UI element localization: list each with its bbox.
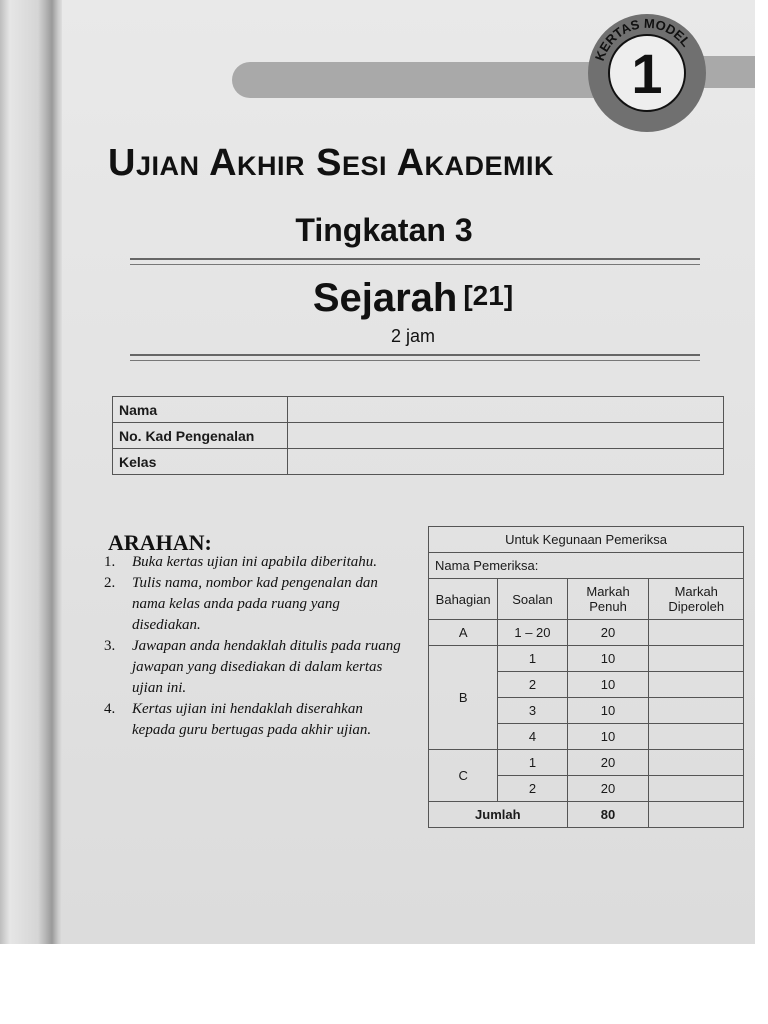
info-label-class: Kelas (113, 449, 288, 475)
badge-number: 1 (608, 34, 686, 112)
paper-number-badge (588, 14, 706, 132)
instruction-item (104, 636, 404, 699)
marks-obtained-cell[interactable] (649, 724, 744, 750)
instructions-list (104, 552, 404, 741)
section-a-label: A (429, 620, 498, 646)
question-cell: 4 (498, 724, 567, 750)
instruction-text: Buka kertas ujian ini apabila diberitahu. (132, 554, 377, 570)
question-cell: 1 (498, 750, 567, 776)
table-row (429, 646, 744, 672)
header-full-marks: Markah Penuh (567, 579, 649, 620)
instruction-item (104, 699, 404, 741)
instruction-text: Jawapan anda hendaklah ditulis pada ruang jawapan yang disediakan di dalam kertas ujian ini. (132, 638, 401, 696)
subject-name: Sejarah (312, 276, 458, 320)
instruction-number: 3. (104, 638, 116, 654)
header-section: Bahagian (429, 579, 498, 620)
instruction-text: Kertas ujian ini hendaklah diserahkan kepada guru bertugas pada akhir ujian. (132, 701, 372, 738)
full-marks-cell: 20 (567, 620, 649, 646)
marks-obtained-cell[interactable] (649, 776, 744, 802)
full-marks-cell: 20 (567, 750, 649, 776)
marks-obtained-cell[interactable] (649, 698, 744, 724)
divider-top-thin (130, 264, 700, 265)
candidate-info-table (112, 396, 724, 475)
info-label-name: Nama (113, 397, 288, 423)
badge-label: KERTAS MODEL (591, 15, 694, 63)
info-value-name[interactable] (288, 397, 724, 423)
header-question: Soalan (498, 579, 567, 620)
examiner-name-field[interactable]: Nama Pemeriksa: (429, 553, 744, 579)
divider-bottom-thin (130, 360, 700, 361)
question-cell: 2 (498, 672, 567, 698)
examiner-table (428, 526, 744, 828)
full-marks-cell: 10 (567, 672, 649, 698)
instruction-item (104, 552, 404, 573)
instruction-number: 4. (104, 701, 116, 717)
full-marks-cell: 10 (567, 698, 649, 724)
instruction-text: Tulis nama, nombor kad pengenalan dan nama kelas anda pada ruang yang disediakan. (132, 575, 378, 633)
exam-duration: 2 jam (390, 326, 435, 346)
info-row-ic (113, 423, 724, 449)
instruction-number: 2. (104, 575, 116, 591)
info-value-class[interactable] (288, 449, 724, 475)
question-cell: 2 (498, 776, 567, 802)
total-row (429, 802, 744, 828)
marks-obtained-cell[interactable] (649, 672, 744, 698)
instruction-number: 1. (104, 554, 116, 570)
full-marks-cell: 10 (567, 646, 649, 672)
section-b-label: B (429, 646, 498, 750)
divider-top (130, 258, 700, 260)
examiner-table-title: Untuk Kegunaan Pemeriksa (429, 527, 744, 553)
section-c-label: C (429, 750, 498, 802)
instructions-title: ARAHAN: (108, 530, 212, 555)
subject-code: [21] (463, 280, 514, 311)
book-spine (0, 0, 62, 944)
marks-obtained-cell[interactable] (649, 646, 744, 672)
total-full-marks: 80 (567, 802, 649, 828)
info-row-class (113, 449, 724, 475)
full-marks-cell: 10 (567, 724, 649, 750)
subject-title (0, 276, 768, 321)
question-cell: 1 – 20 (498, 620, 567, 646)
exam-title: Ujian Akhir Sesi Akademik (108, 142, 555, 184)
marks-obtained-cell[interactable] (649, 620, 744, 646)
info-value-ic[interactable] (288, 423, 724, 449)
full-marks-cell: 20 (567, 776, 649, 802)
total-marks-obtained[interactable] (649, 802, 744, 828)
divider-bottom (130, 354, 700, 356)
table-row (429, 750, 744, 776)
question-cell: 3 (498, 698, 567, 724)
info-row-name (113, 397, 724, 423)
instruction-item (104, 573, 404, 636)
marks-obtained-cell[interactable] (649, 750, 744, 776)
question-cell: 1 (498, 646, 567, 672)
table-row (429, 620, 744, 646)
total-label: Jumlah (429, 802, 568, 828)
exam-level: Tingkatan 3 (295, 212, 473, 248)
header-marks-obtained: Markah Diperoleh (649, 579, 744, 620)
info-label-ic: No. Kad Pengenalan (113, 423, 288, 449)
